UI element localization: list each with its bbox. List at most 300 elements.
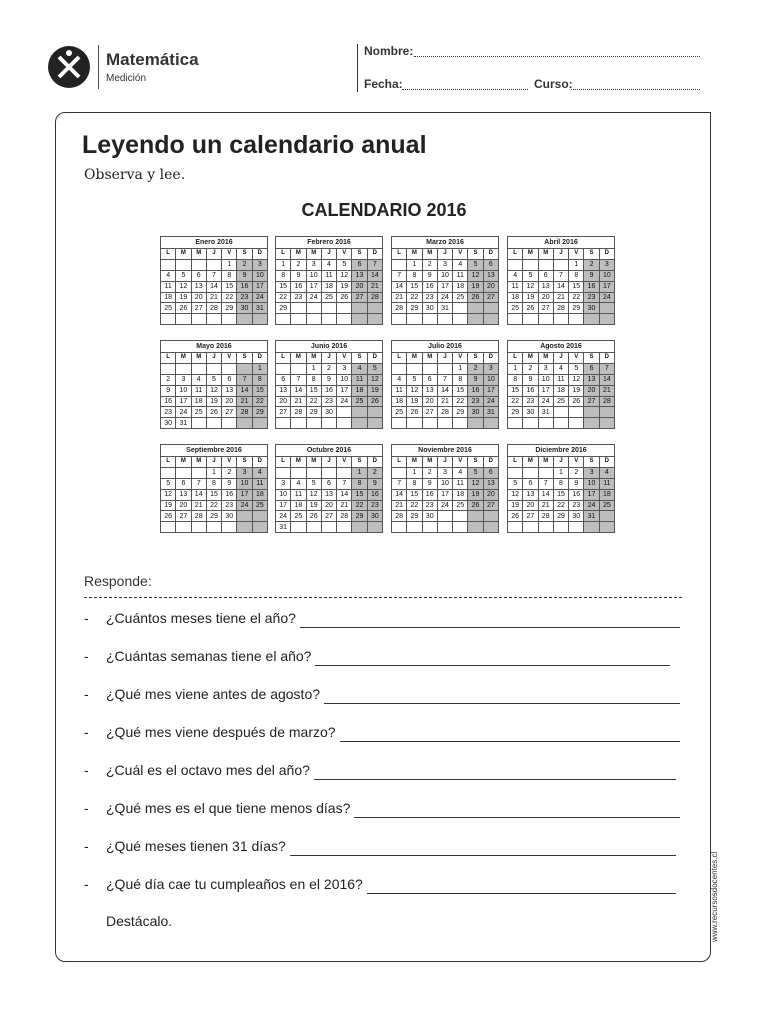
final-note: Destácalo. <box>106 913 173 929</box>
calendar-day: 7 <box>553 270 568 281</box>
calendar-day: 29 <box>569 303 584 314</box>
weekday-header: L <box>508 457 523 468</box>
calendar-month-name: Febrero 2016 <box>275 236 383 248</box>
calendar-day: 5 <box>407 374 422 385</box>
calendar-day: 10 <box>437 478 452 489</box>
calendar-day: 4 <box>453 467 468 478</box>
calendar-day: 19 <box>161 500 176 511</box>
calendar-day: 5 <box>337 259 352 270</box>
weekday-header: V <box>337 249 352 260</box>
calendar-day: 19 <box>367 385 382 396</box>
calendar-month <box>275 340 383 429</box>
calendar-day: 6 <box>483 467 498 478</box>
calendar-day <box>206 314 221 325</box>
weekday-header: J <box>553 249 568 260</box>
calendar-day: 5 <box>523 270 538 281</box>
calendar-day: 30 <box>523 407 538 418</box>
calendar-day <box>276 418 291 429</box>
calendar-day: 8 <box>206 478 221 489</box>
calendar-day: 7 <box>599 363 614 374</box>
calendar-day: 25 <box>291 511 306 522</box>
calendar-day: 27 <box>276 407 291 418</box>
calendar-day: 17 <box>437 281 452 292</box>
name-label: Nombre: <box>364 44 414 58</box>
calendar-day <box>352 314 367 325</box>
calendar-month <box>160 444 268 533</box>
calendar-day: 23 <box>237 292 252 303</box>
calendar-day <box>321 303 336 314</box>
calendar-day: 19 <box>468 489 483 500</box>
calendar-day: 25 <box>161 303 176 314</box>
weekday-header: V <box>337 457 352 468</box>
calendar-month <box>507 444 615 533</box>
calendar-day: 2 <box>569 467 584 478</box>
calendar-day <box>176 522 191 533</box>
calendar-day: 15 <box>306 385 321 396</box>
weekday-header: L <box>276 249 291 260</box>
calendar-day: 21 <box>191 500 206 511</box>
calendar-day: 7 <box>237 374 252 385</box>
calendar-day: 9 <box>468 374 483 385</box>
calendar-day <box>191 522 206 533</box>
calendar-day <box>276 314 291 325</box>
calendar-day: 1 <box>508 363 523 374</box>
calendar-day <box>237 418 252 429</box>
weekday-header: M <box>191 457 206 468</box>
weekday-header: J <box>321 353 336 364</box>
calendar-day: 6 <box>352 259 367 270</box>
weekday-header: V <box>337 353 352 364</box>
course-label: Curso: <box>534 77 573 91</box>
weekday-header: D <box>252 249 267 260</box>
calendar-day <box>237 511 252 522</box>
weekday-header: L <box>276 353 291 364</box>
calendar-day <box>252 314 267 325</box>
calendar-day <box>483 314 498 325</box>
calendar-day <box>337 522 352 533</box>
calendar-day: 21 <box>599 385 614 396</box>
calendar-day: 28 <box>538 511 553 522</box>
calendar-day <box>523 314 538 325</box>
weekday-header: J <box>206 353 221 364</box>
calendar-day: 13 <box>276 385 291 396</box>
worksheet-title: Leyendo un calendario anual <box>82 131 427 159</box>
calendar-day: 19 <box>468 281 483 292</box>
calendar-day: 18 <box>508 292 523 303</box>
calendar-day <box>453 314 468 325</box>
question-bullet: - <box>84 724 89 740</box>
calendar-day: 25 <box>599 500 614 511</box>
calendar-day <box>161 259 176 270</box>
calendar-day <box>538 522 553 533</box>
calendar-day: 17 <box>599 281 614 292</box>
calendar-day: 20 <box>276 396 291 407</box>
brand-subject: Matemática <box>106 50 199 69</box>
calendar-day: 22 <box>407 500 422 511</box>
calendar-day: 19 <box>337 281 352 292</box>
calendar-day: 30 <box>422 511 437 522</box>
calendar-day: 13 <box>321 489 336 500</box>
calendar-day: 25 <box>252 500 267 511</box>
calendar-day: 3 <box>437 467 452 478</box>
calendar-day: 28 <box>392 303 407 314</box>
calendar-day: 23 <box>468 396 483 407</box>
calendar-day: 2 <box>523 363 538 374</box>
calendar-day: 14 <box>538 489 553 500</box>
calendar-day <box>599 511 614 522</box>
answer-line[interactable] <box>290 855 676 856</box>
calendar-day: 21 <box>538 500 553 511</box>
calendar-day: 11 <box>599 478 614 489</box>
calendar-day: 24 <box>252 292 267 303</box>
calendar-day: 12 <box>407 385 422 396</box>
calendar-day: 29 <box>206 511 221 522</box>
calendar-day <box>422 363 437 374</box>
weekday-header: S <box>584 249 599 260</box>
weekday-header: M <box>538 249 553 260</box>
calendar-day: 4 <box>191 374 206 385</box>
calendar-day: 15 <box>453 385 468 396</box>
calendar-month-name: Octubre 2016 <box>275 444 383 456</box>
calendar-day <box>191 314 206 325</box>
calendar-day: 7 <box>206 270 221 281</box>
calendar-day: 21 <box>337 500 352 511</box>
calendar-day: 31 <box>437 303 452 314</box>
calendar-day: 26 <box>468 500 483 511</box>
name-field[interactable] <box>414 56 700 57</box>
calendar-day <box>569 407 584 418</box>
weekday-header: V <box>569 457 584 468</box>
question-text: ¿Qué mes es el que tiene menos días? <box>106 800 351 816</box>
calendar-day: 27 <box>176 511 191 522</box>
calendar-day: 23 <box>222 500 237 511</box>
calendar-day <box>352 418 367 429</box>
calendar-month <box>275 444 383 533</box>
weekday-header: M <box>407 353 422 364</box>
calendar-day: 10 <box>483 374 498 385</box>
calendar-day: 20 <box>352 281 367 292</box>
calendar-day <box>483 511 498 522</box>
calendar-day: 15 <box>206 489 221 500</box>
calendar-day: 11 <box>508 281 523 292</box>
calendar-month-name: Enero 2016 <box>160 236 268 248</box>
calendar-day: 11 <box>321 270 336 281</box>
calendar-day: 7 <box>392 270 407 281</box>
calendar-day <box>237 522 252 533</box>
calendar-day: 15 <box>276 281 291 292</box>
calendar-day <box>367 303 382 314</box>
calendar-month <box>391 236 499 325</box>
weekday-header: L <box>508 353 523 364</box>
weekday-header: D <box>599 249 614 260</box>
calendar-day: 1 <box>553 467 568 478</box>
calendar-day <box>599 522 614 533</box>
calendar-day: 10 <box>584 478 599 489</box>
calendar-day: 19 <box>569 385 584 396</box>
answer-line[interactable] <box>324 703 680 704</box>
calendar-day: 22 <box>276 292 291 303</box>
calendar-day <box>422 522 437 533</box>
calendar-day: 24 <box>276 511 291 522</box>
calendar-day: 21 <box>553 292 568 303</box>
weekday-header: L <box>392 457 407 468</box>
calendar-day: 19 <box>176 292 191 303</box>
calendar-day: 15 <box>222 281 237 292</box>
calendar-day <box>538 314 553 325</box>
calendar-day <box>468 314 483 325</box>
calendar-day <box>291 418 306 429</box>
calendar-day: 4 <box>508 270 523 281</box>
answer-line[interactable] <box>314 779 676 780</box>
calendar-day <box>291 363 306 374</box>
weekday-header: S <box>468 457 483 468</box>
calendar-day: 28 <box>553 303 568 314</box>
calendar-day: 11 <box>291 489 306 500</box>
calendar-month <box>275 236 383 325</box>
calendar-day <box>206 363 221 374</box>
weekday-header: M <box>407 249 422 260</box>
calendar-day: 2 <box>584 259 599 270</box>
calendar-day: 10 <box>599 270 614 281</box>
calendar-day: 7 <box>367 259 382 270</box>
weekday-header: D <box>367 457 382 468</box>
calendar-day: 26 <box>161 511 176 522</box>
answer-line[interactable] <box>315 665 670 666</box>
question-text: ¿Cuál es el octavo mes del año? <box>106 762 310 778</box>
calendar-day <box>337 314 352 325</box>
calendar-day: 8 <box>569 270 584 281</box>
calendar-day: 5 <box>468 259 483 270</box>
calendar-day <box>291 303 306 314</box>
weekday-header: L <box>161 249 176 260</box>
calendar-day: 3 <box>599 259 614 270</box>
answer-line[interactable] <box>300 627 680 628</box>
calendar-day: 20 <box>538 292 553 303</box>
calendar-day: 10 <box>538 374 553 385</box>
calendar-day: 21 <box>367 281 382 292</box>
calendar-day: 10 <box>176 385 191 396</box>
calendar-day: 6 <box>276 374 291 385</box>
weekday-header: M <box>176 353 191 364</box>
calendar-day: 9 <box>422 270 437 281</box>
calendar-day: 3 <box>276 478 291 489</box>
calendar-day: 8 <box>553 478 568 489</box>
calendar-day: 31 <box>276 522 291 533</box>
calendar-day: 25 <box>508 303 523 314</box>
weekday-header: V <box>222 457 237 468</box>
brand-divider <box>98 45 99 89</box>
calendar-day <box>206 418 221 429</box>
weekday-header: S <box>237 457 252 468</box>
calendar-day: 15 <box>407 489 422 500</box>
calendar-day <box>538 418 553 429</box>
calendar-day <box>437 314 452 325</box>
calendar-day: 4 <box>553 363 568 374</box>
calendar-day: 10 <box>252 270 267 281</box>
calendar-day: 30 <box>161 418 176 429</box>
calendar-day: 8 <box>407 270 422 281</box>
question-bullet: - <box>84 610 89 626</box>
calendar-day: 10 <box>437 270 452 281</box>
calendar-day <box>392 259 407 270</box>
answer-line[interactable] <box>354 817 680 818</box>
question-bullet: - <box>84 876 89 892</box>
calendar-day: 1 <box>407 467 422 478</box>
calendar-day: 22 <box>407 292 422 303</box>
weekday-header: M <box>306 353 321 364</box>
weekday-header: M <box>191 249 206 260</box>
weekday-header: D <box>252 353 267 364</box>
calendar-month-name: Julio 2016 <box>391 340 499 352</box>
calendar-day <box>468 418 483 429</box>
calendar-day: 29 <box>407 303 422 314</box>
calendar-day: 1 <box>276 259 291 270</box>
calendar-day: 17 <box>276 500 291 511</box>
weekday-header: D <box>367 249 382 260</box>
calendar-day: 24 <box>176 407 191 418</box>
weekday-header: V <box>569 249 584 260</box>
calendar-day: 8 <box>252 374 267 385</box>
calendar-day <box>437 511 452 522</box>
weekday-header: J <box>437 249 452 260</box>
calendar-day: 25 <box>191 407 206 418</box>
weekday-header: L <box>161 457 176 468</box>
weekday-header: M <box>291 249 306 260</box>
calendar-day <box>252 418 267 429</box>
calendar-day: 6 <box>483 259 498 270</box>
calendar-day <box>291 522 306 533</box>
calendar-day: 16 <box>291 281 306 292</box>
calendar-day: 2 <box>422 467 437 478</box>
calendar-day: 3 <box>337 363 352 374</box>
calendar-day: 17 <box>306 281 321 292</box>
calendar-day: 21 <box>291 396 306 407</box>
weekday-header: V <box>453 353 468 364</box>
calendar-day: 1 <box>569 259 584 270</box>
calendar-day: 6 <box>584 363 599 374</box>
logo-icon <box>47 45 91 89</box>
weekday-header: J <box>206 249 221 260</box>
calendar-day <box>352 407 367 418</box>
calendar-day <box>367 418 382 429</box>
calendar-day: 30 <box>367 511 382 522</box>
calendar-day: 28 <box>437 407 452 418</box>
calendar-day: 28 <box>291 407 306 418</box>
weekday-header: D <box>599 353 614 364</box>
calendar-month <box>160 236 268 325</box>
calendar-day: 26 <box>569 396 584 407</box>
answer-line[interactable] <box>340 741 680 742</box>
weekday-header: J <box>553 353 568 364</box>
calendar-day: 7 <box>191 478 206 489</box>
calendar-day: 4 <box>252 467 267 478</box>
calendar-day: 26 <box>468 292 483 303</box>
calendar-day: 26 <box>367 396 382 407</box>
calendar-day: 11 <box>252 478 267 489</box>
calendar-day <box>553 259 568 270</box>
calendar-day: 15 <box>252 385 267 396</box>
calendar-day <box>237 314 252 325</box>
calendar-day: 8 <box>352 478 367 489</box>
calendar-day: 23 <box>367 500 382 511</box>
question-bullet: - <box>84 648 89 664</box>
calendar-day <box>407 522 422 533</box>
calendar-day <box>176 363 191 374</box>
calendar-day <box>422 418 437 429</box>
weekday-header: J <box>437 457 452 468</box>
calendar-day <box>508 418 523 429</box>
calendar-day: 26 <box>523 303 538 314</box>
calendar-day: 24 <box>237 500 252 511</box>
calendar-day: 9 <box>237 270 252 281</box>
calendar-day: 6 <box>222 374 237 385</box>
calendar-day: 1 <box>252 363 267 374</box>
calendar-day: 14 <box>599 374 614 385</box>
calendar-day: 12 <box>468 478 483 489</box>
question-text: ¿Qué día cae tu cumpleaños en el 2016? <box>106 876 363 892</box>
calendar-day <box>321 467 336 478</box>
weekday-header: V <box>453 457 468 468</box>
calendar-day <box>569 418 584 429</box>
calendar-day: 8 <box>407 478 422 489</box>
calendar-day: 3 <box>483 363 498 374</box>
calendar-day: 20 <box>483 281 498 292</box>
calendar-day: 4 <box>392 374 407 385</box>
calendar-day: 25 <box>352 396 367 407</box>
calendar-day: 22 <box>306 396 321 407</box>
calendar-day: 28 <box>367 292 382 303</box>
calendar-day: 19 <box>206 396 221 407</box>
calendar-day: 18 <box>392 396 407 407</box>
calendar-day: 25 <box>453 500 468 511</box>
question-text: ¿Cuántos meses tiene el año? <box>106 610 296 626</box>
calendar-day: 18 <box>161 292 176 303</box>
calendar-day: 28 <box>206 303 221 314</box>
calendar-day: 19 <box>306 500 321 511</box>
calendar-day: 19 <box>508 500 523 511</box>
calendar-day: 17 <box>584 489 599 500</box>
calendar-day: 20 <box>176 500 191 511</box>
calendar-day <box>538 259 553 270</box>
question-bullet: - <box>84 838 89 854</box>
calendar-day: 6 <box>191 270 206 281</box>
calendar-day: 12 <box>468 270 483 281</box>
calendar-day: 18 <box>453 489 468 500</box>
date-field[interactable] <box>402 89 528 90</box>
calendar-day <box>367 407 382 418</box>
course-field[interactable] <box>571 89 700 90</box>
calendar-day: 22 <box>508 396 523 407</box>
calendar-day: 14 <box>291 385 306 396</box>
calendar-day: 26 <box>407 407 422 418</box>
calendar-day <box>276 363 291 374</box>
question-text: ¿Cuántas semanas tiene el año? <box>106 648 312 664</box>
calendar-day: 2 <box>468 363 483 374</box>
calendar-day: 27 <box>191 303 206 314</box>
weekday-header: M <box>422 353 437 364</box>
calendar-day: 10 <box>337 374 352 385</box>
calendar-day: 12 <box>367 374 382 385</box>
calendar-day: 29 <box>553 511 568 522</box>
calendar-day <box>508 522 523 533</box>
calendar-month-name: Diciembre 2016 <box>507 444 615 456</box>
answer-line[interactable] <box>367 893 676 894</box>
calendar-day <box>584 418 599 429</box>
header-divider <box>357 44 358 92</box>
calendar-day: 12 <box>508 489 523 500</box>
calendar-day: 7 <box>437 374 452 385</box>
calendar-day: 13 <box>584 374 599 385</box>
